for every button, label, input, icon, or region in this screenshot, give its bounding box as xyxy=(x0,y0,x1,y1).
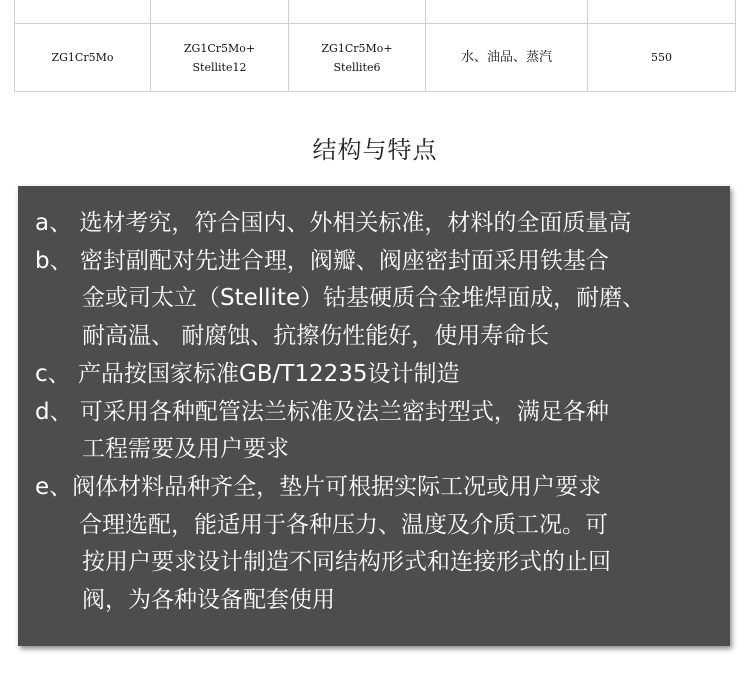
feature-line: 按用户要求设计制造不同结构形式和连接形式的止回 xyxy=(82,549,611,576)
feature-line: 工程需要及用户要求 xyxy=(82,436,289,463)
feature-item-c xyxy=(35,356,730,394)
feature-line: a、 选材考究，符合国内、外相关标准，材料的全面质量高 xyxy=(35,210,632,236)
feature-line: c、 产品按国家标准GB/T12235设计制造 xyxy=(35,360,460,387)
feature-line: e、阀体材料品种齐全，垫片可根据实际工况或用户要求 xyxy=(35,473,602,500)
medium-cell: 水、油品、蒸汽 xyxy=(426,24,588,92)
feature-item-b xyxy=(35,243,730,356)
temperature-cell: 550 xyxy=(588,24,736,92)
disc-material-cell: ZG1Cr5Mo+ Stellite12 xyxy=(151,24,289,92)
feature-line: 耐高温、 耐腐蚀、抗擦伤性能好，使用寿命长 xyxy=(82,323,550,350)
feature-line: d、 可采用各种配管法兰标准及法兰密封型式，满足各种 xyxy=(35,398,609,425)
model-cell: ZG1Cr5Mo xyxy=(15,24,151,92)
feature-item-d xyxy=(35,394,730,469)
features-box xyxy=(18,186,730,646)
section-title: 结构与特点 xyxy=(312,136,438,164)
seat-material-cell: ZG1Cr5Mo+ Stellite6 xyxy=(289,24,426,92)
feature-item-e xyxy=(35,469,730,620)
feature-line: 阀，为各种设备配套使用 xyxy=(82,587,335,614)
feature-line: b、 密封副配对先进合理，阀瓣、阀座密封面采用铁基合 xyxy=(35,247,609,274)
features-list xyxy=(35,205,730,620)
feature-line: 合理选配，能适用于各种压力、温度及介质工况。可 xyxy=(79,511,608,538)
materials-table xyxy=(14,0,736,92)
table-row-cut-off xyxy=(15,0,736,24)
feature-item-a xyxy=(35,205,730,243)
feature-line: 金或司太立（Stellite）钴基硬质合金堆焊面成，耐磨、 xyxy=(82,285,646,312)
table-row xyxy=(15,24,736,92)
